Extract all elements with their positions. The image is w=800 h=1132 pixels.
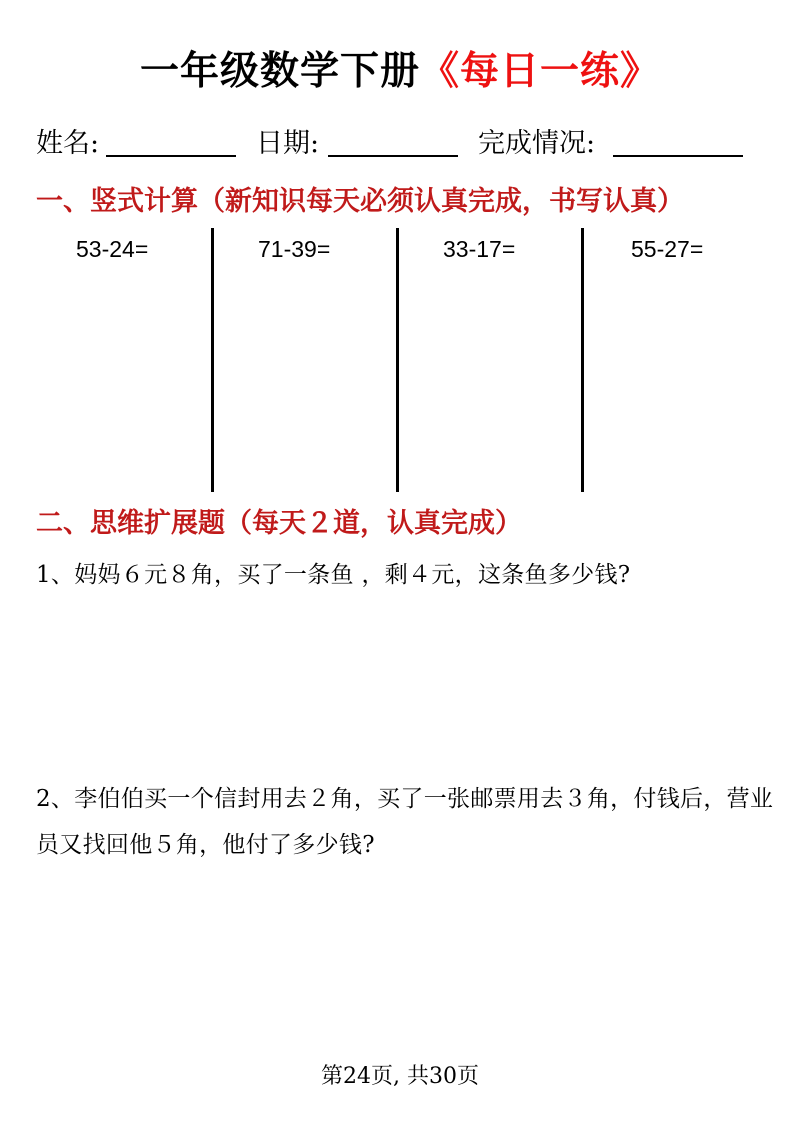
student-info-row xyxy=(36,122,776,166)
section-thinking-extension-heading: 二、思维扩展题（每天２道，认真完成） xyxy=(36,508,522,539)
status-label: 完成情况: xyxy=(478,128,596,159)
problem-2: 71-39= xyxy=(258,236,331,262)
date-label: 日期: xyxy=(256,128,320,159)
status-blank-line[interactable] xyxy=(613,155,743,157)
name-label: 姓名: xyxy=(36,128,100,159)
page-number: 第24页, 共30页 xyxy=(321,1064,479,1089)
title-main: 一年级数学下册 xyxy=(139,49,420,94)
date-blank-line[interactable] xyxy=(328,155,458,157)
column-divider xyxy=(581,228,584,492)
problem-3: 33-17= xyxy=(443,236,516,262)
title-accent: 《每日一练》 xyxy=(420,49,661,94)
column-divider xyxy=(396,228,399,492)
problem-1: 53-24= xyxy=(76,236,149,262)
section-vertical-calculation-heading: 一、竖式计算（新知识每天必须认真完成，书写认真） xyxy=(36,186,684,217)
word-problem-2: 2、李伯伯买一个信封用去２角，买了一张邮票用去３角，付钱后，营业员又找回他５角，他付了多少钱? xyxy=(36,786,774,858)
page-title xyxy=(0,42,800,102)
column-divider xyxy=(211,228,214,492)
problem-4: 55-27= xyxy=(631,236,704,262)
name-blank-line[interactable] xyxy=(106,155,236,157)
word-problem-1: 1、妈妈６元８角，买了一条鱼 ，剩４元，这条鱼多少钱? xyxy=(36,562,631,588)
